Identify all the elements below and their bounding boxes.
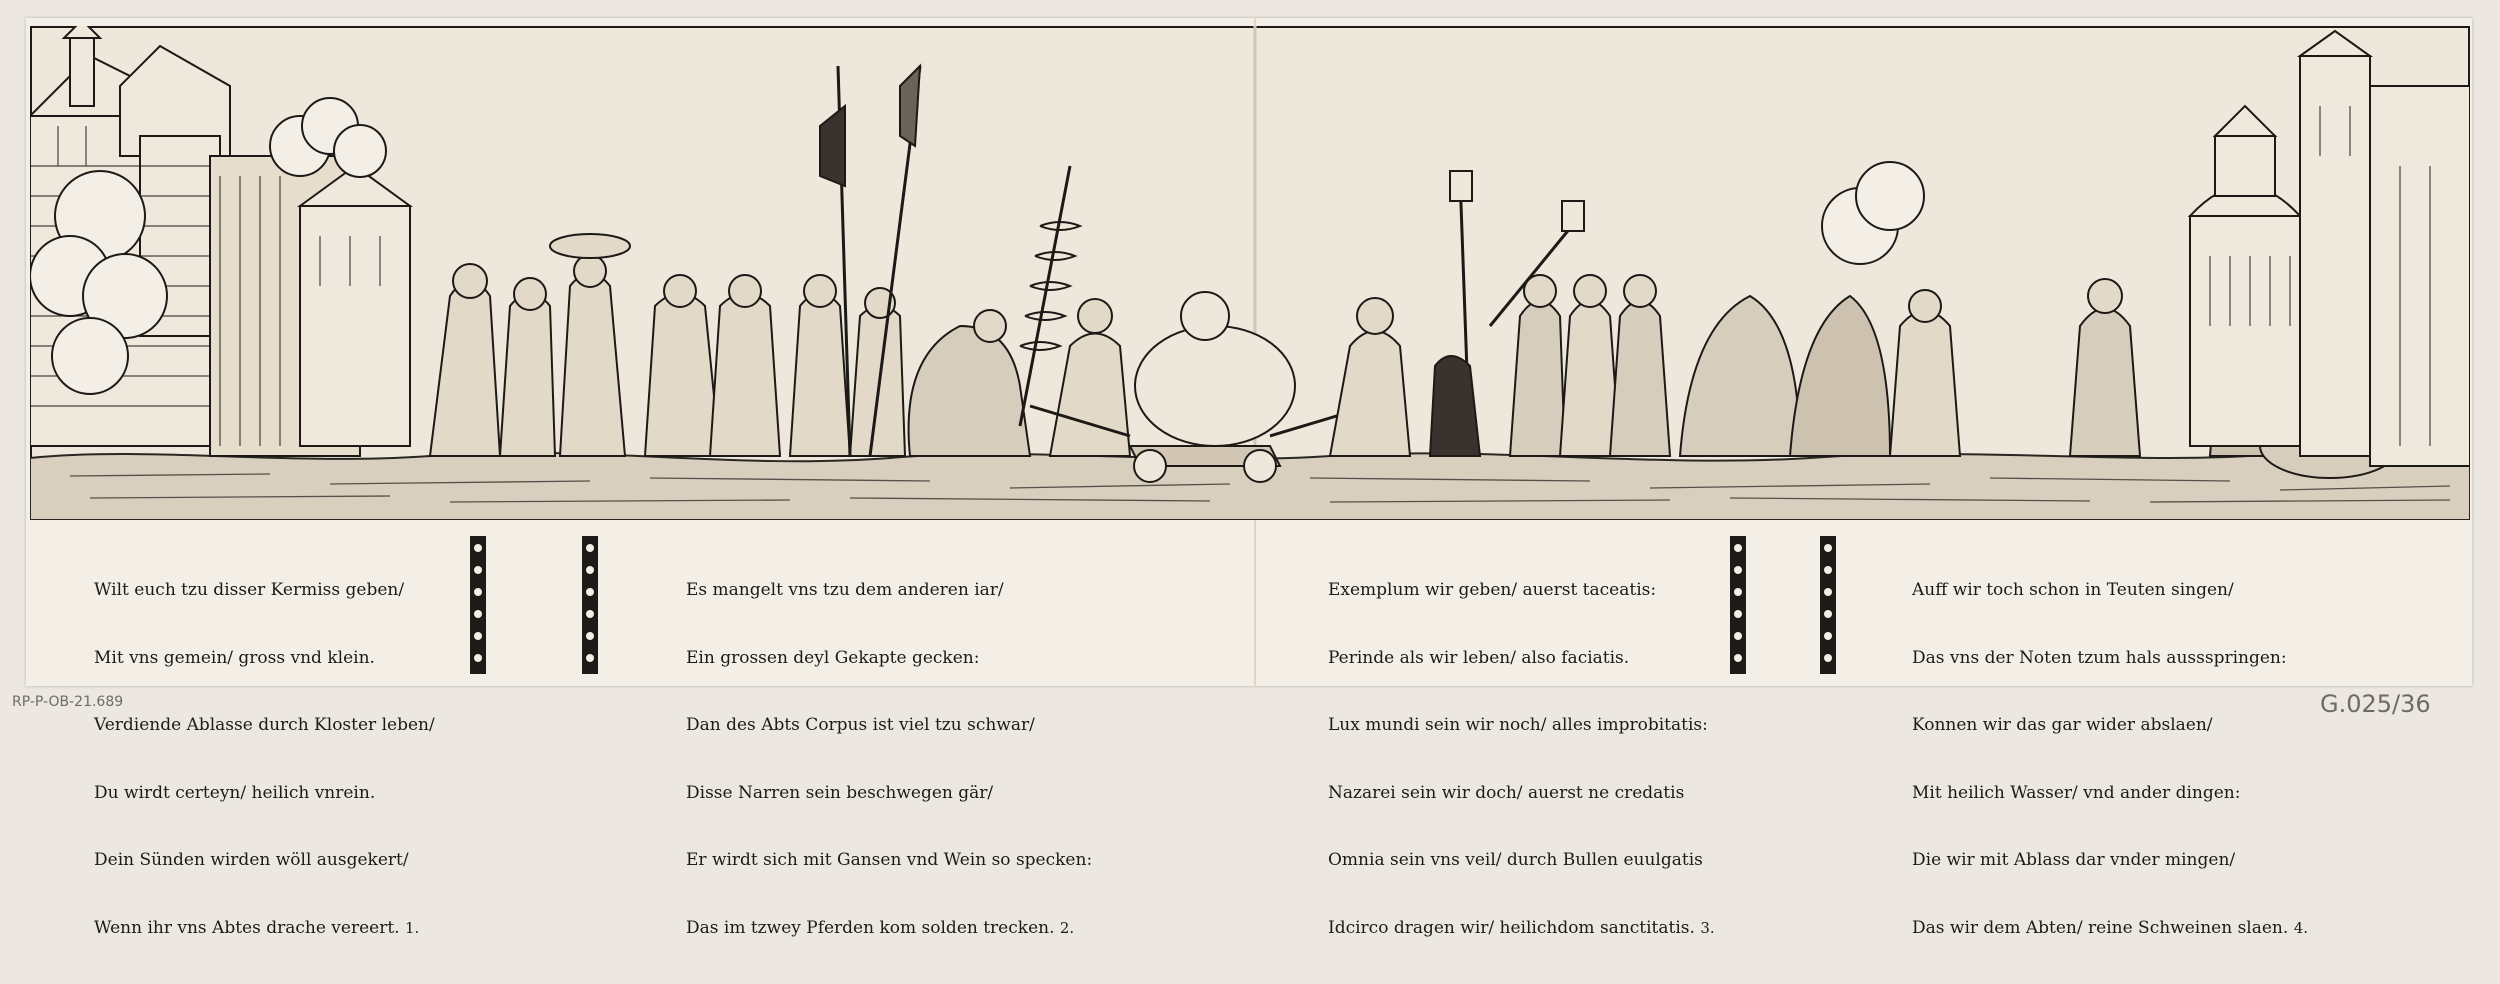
verse-line: Es mangelt vns tzu dem anderen iar/ [686,580,1004,600]
verse-number: 2. [1059,918,1075,937]
verse-line: Wenn ihr vns Abtes drache vereert. [94,917,400,938]
verse-line: Omnia sein vns veil/ durch Bullen euulgatis [1328,850,1703,870]
verse-line: Ein grossen deyl Gekapte gecken: [686,647,980,668]
woodcut-procession-illustration [30,26,2470,520]
verse-number: 3. [1700,918,1715,937]
verse-line: Konnen wir das gar wider abslaen/ [1912,715,2213,735]
verse-line: Das vns der Noten tzum hals aussspringen: [1912,647,2287,668]
verse-line: Verdiende Ablasse durch Kloster leben/ [94,715,435,735]
verse-stanza-2 [686,534,1092,984]
ornament-column-2 [582,536,598,674]
verse-line: Idcirco dragen wir/ heilichdom sanctitatis. [1328,917,1695,938]
verse-line: Mit heilich Wasser/ vnd ander dingen: [1912,782,2241,803]
verse-line: Perinde als wir leben/ also faciatis. [1328,647,1630,668]
verse-line: Das im tzwey Pferden kom solden trecken. [686,917,1055,938]
verse-line: Lux mundi sein wir noch/ alles improbitatis: [1328,715,1708,735]
verse-line: Die wir mit Ablass dar vnder mingen/ [1912,850,2236,870]
inventory-number-left: RP-P-OB-21.689 [12,694,124,710]
verse-number: 4. [2293,918,2309,937]
verse-number: 1. [404,918,420,937]
verse-line: Auff wir toch schon in Teuten singen/ [1912,580,2234,600]
inventory-number-right: G.025/36 [2320,690,2431,718]
verse-line: Das wir dem Abten/ reine Schweinen slaen. [1912,917,2289,938]
verse-line: Wilt euch tzu disser Kermiss geben/ [94,580,405,600]
verse-line: Er wirdt sich mit Gansen vnd Wein so specken: [686,850,1093,870]
verse-line: Exemplum wir geben/ auerst taceatis: [1328,580,1657,600]
verse-line: Mit vns gemein/ gross vnd klein. [94,647,375,668]
verse-line: Dein Sünden wirden wöll ausgekert/ [94,850,409,870]
verse-stanza-3 [1328,534,1715,984]
ornament-column-1 [470,536,486,674]
verse-stanza-1 [94,534,435,984]
verse-line: Dan des Abts Corpus ist viel tzu schwar/ [686,715,1035,735]
verse-line: Disse Narren sein beschwegen gär/ [686,782,994,803]
ornament-column-4 [1820,536,1836,674]
verse-line: Du wirdt certeyn/ heilich vnrein. [94,782,376,803]
verse-line: Nazarei sein wir doch/ auerst ne credatis [1328,782,1685,803]
ornament-column-3 [1730,536,1746,674]
verse-stanza-4 [1912,534,2308,984]
